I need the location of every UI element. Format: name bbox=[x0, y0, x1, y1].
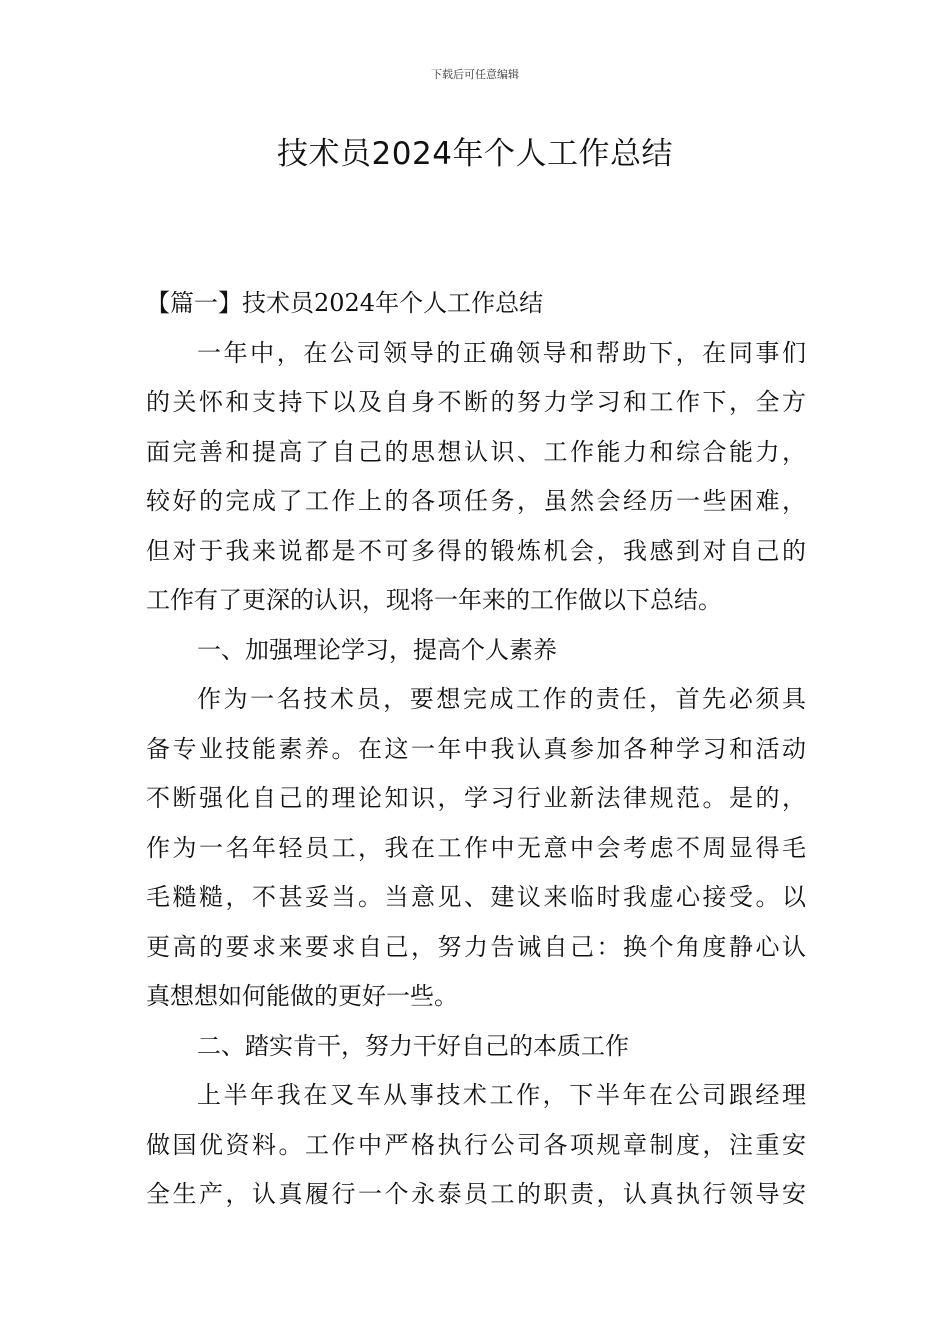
text-line: 但对于我来说都是不可多得的锻炼机会，我感到对自己的 bbox=[146, 536, 806, 565]
document-title: 技术员2024年个人工作总结 bbox=[277, 136, 673, 172]
text-line: 一、加强理论学习，提高个人素养 bbox=[197, 635, 557, 664]
text-line: 不断强化自己的理论知识，学习行业新法律规范。是的， bbox=[146, 784, 806, 812]
text-line: 做国优资料。工作中严格执行公司各项规章制度，注重安 bbox=[146, 1130, 806, 1159]
text-line: 作为一名年轻员工，我在工作中无意中会考虑不周显得毛 bbox=[146, 833, 806, 862]
document-body bbox=[146, 279, 806, 1220]
text-line: 全生产，认真履行一个永泰员工的职责，认真执行领导安 bbox=[146, 1180, 806, 1208]
text-line: 面完善和提高了自己的思想认识、工作能力和综合能力， bbox=[146, 437, 806, 466]
text-line: 毛糙糙，不甚妥当。当意见、建议来临时我虚心接受。以 bbox=[146, 883, 806, 911]
text-line: 的关怀和支持下以及自身不断的努力学习和工作下，全方 bbox=[146, 388, 806, 416]
text-line: 上半年我在叉车从事技术工作，下半年在公司跟经理 bbox=[197, 1081, 806, 1109]
text-line: 一年中，在公司领导的正确领导和帮助下，在同事们 bbox=[197, 338, 806, 367]
text-line: 【篇一】技术员2024年个人工作总结 bbox=[146, 289, 544, 317]
text-line: 更高的要求来要求自己，努力告诫自己：换个角度静心认 bbox=[146, 932, 806, 961]
text-line: 工作有了更深的认识，现将一年来的工作做以下总结。 bbox=[146, 586, 722, 614]
text-line: 备专业技能素养。在这一年中我认真参加各种学习和活动 bbox=[146, 734, 806, 763]
text-line: 二、踏实肯干，努力干好自己的本质工作 bbox=[197, 1031, 629, 1060]
text-line: 较好的完成了工作上的各项任务，虽然会经历一些困难， bbox=[146, 487, 806, 515]
text-line: 作为一名技术员，要想完成工作的责任，首先必须具 bbox=[197, 685, 806, 713]
header-note: 下载后可任意编辑 bbox=[431, 68, 519, 81]
text-line: 真想想如何能做的更好一些。 bbox=[146, 982, 458, 1010]
